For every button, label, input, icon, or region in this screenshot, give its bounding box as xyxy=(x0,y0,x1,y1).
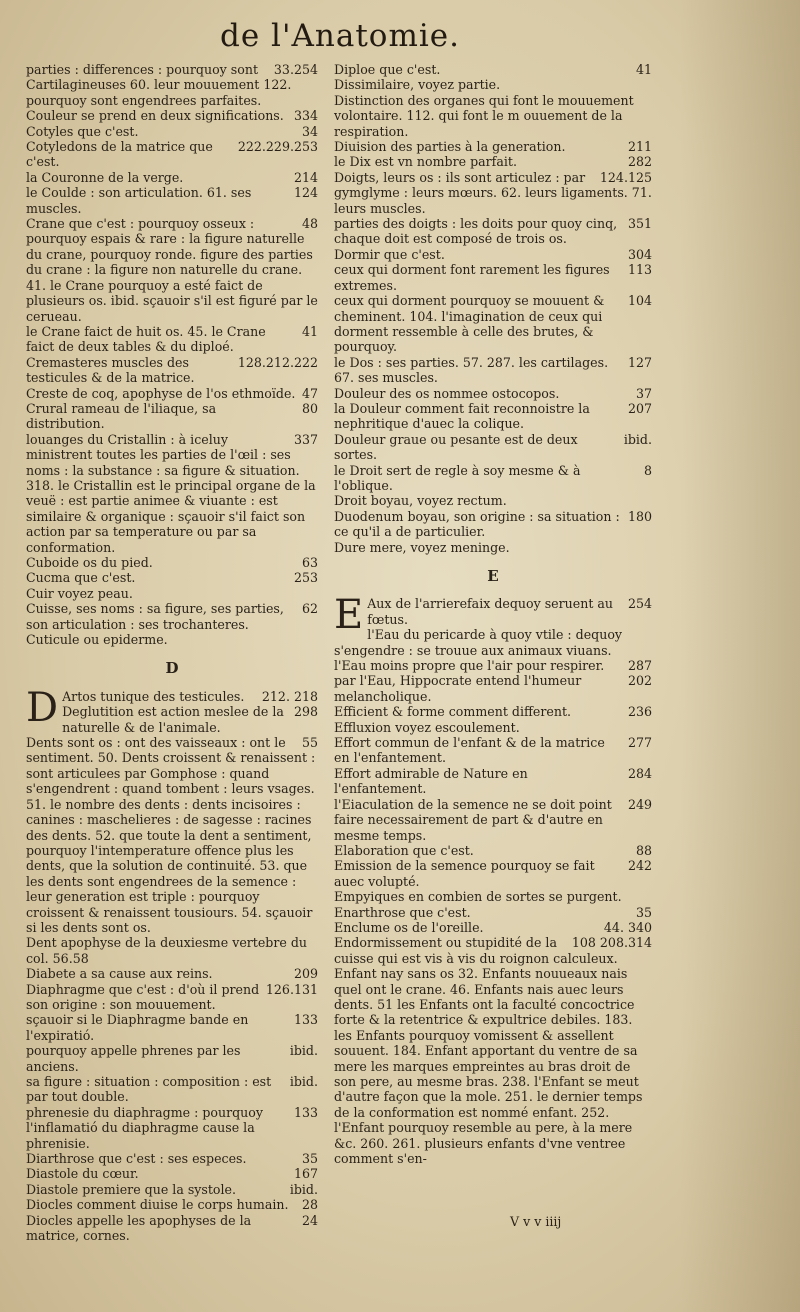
entry-page-ref: 212. 218 xyxy=(261,688,318,704)
entry-text: Empyiques en combien de sortes se purgent. xyxy=(334,889,622,905)
entry-text: Efficient & forme comment different. xyxy=(334,704,572,720)
entry-text: Enclume os de l'oreille. xyxy=(334,919,484,935)
entries-e xyxy=(334,592,652,1167)
entry-text: Doigts, leurs os : ils sont articulez : par gymglyme : leurs mœurs. 62. leurs ligaments. 71. leurs muscles. xyxy=(334,169,652,216)
entry-text: Diuision des parties à la generation. xyxy=(334,139,566,155)
entry-page-ref: 214 xyxy=(293,169,318,185)
index-entry xyxy=(334,858,652,889)
entry-text: parties : differences : pourquoy sont Cartilagineuses 60. leur mouuement 122. pourquoy sont engendrees parfaites. xyxy=(26,62,292,108)
index-entry xyxy=(26,966,318,981)
index-entry xyxy=(26,1012,318,1043)
entry-text: Crane que c'est : pourquoy osseux : pourquoy espais & rare : la figure naturelle du crane, pourquoy ronde. figure des parties du crane : la figure non naturelle du crane. 41. le Crane pourquoy a esté faict de plusieurs os. ibid. sçauoir s'il est figuré par le cerueau. xyxy=(26,216,318,324)
entry-text: ceux qui dorment font rarement les figures extremes. xyxy=(334,262,610,293)
entry-text: Cuisse, ses noms : sa figure, ses parties, son articulation : ses trochanteres. xyxy=(26,601,284,632)
index-entry xyxy=(334,673,652,704)
entry-text: le Droit sert de regle à soy mesme & à l'oblique. xyxy=(334,462,581,493)
entry-text: Dormir que c'est. xyxy=(334,246,445,262)
index-entry xyxy=(334,401,652,432)
entry-page-ref: 334 xyxy=(293,108,318,124)
entry-text: Diabete a sa cause aux reins. xyxy=(26,966,213,982)
index-entry xyxy=(334,170,652,216)
entry-text: pourquoy appelle phrenes par les anciens. xyxy=(26,1043,241,1074)
index-entry xyxy=(26,139,318,170)
index-entry xyxy=(334,658,652,673)
entry-page-ref: 128.212.222 xyxy=(237,354,318,370)
entry-text: Diaphragme que c'est : d'où il prend son origine : son mouuement. xyxy=(26,981,260,1012)
entry-text: Effort commun de l'enfant & de la matrice en l'enfantement. xyxy=(334,735,605,766)
entry-page-ref: 41 xyxy=(635,62,652,77)
entry-text: Douleur des os nommee ostocopos. xyxy=(334,385,560,401)
index-entry xyxy=(26,170,318,185)
entry-page-ref: 35 xyxy=(301,1151,318,1167)
index-entry xyxy=(334,247,652,262)
index-entry xyxy=(26,704,318,735)
entry-page-ref: 113 xyxy=(627,262,652,278)
index-entry xyxy=(26,935,318,966)
index-entry xyxy=(26,1105,318,1151)
index-entry xyxy=(26,1166,318,1181)
entry-page-ref: 253 xyxy=(293,570,318,586)
entry-page-ref: 33.254 xyxy=(273,62,318,77)
index-entry xyxy=(26,185,318,216)
index-entry xyxy=(334,920,652,935)
entry-text: parties des doigts : les doits pour quoy cinq, chaque doit est composé de trois os. xyxy=(334,216,618,247)
entry-page-ref: 62 xyxy=(301,601,318,617)
entry-text: Cuboide os du pied. xyxy=(26,555,153,570)
index-entry xyxy=(334,139,652,154)
entry-page-ref: 108 208.314 xyxy=(571,935,652,951)
index-entry xyxy=(334,627,652,658)
entry-text: Effort admirable de Nature en l'enfantement. xyxy=(334,765,528,797)
entry-page-ref: 47 xyxy=(301,385,318,401)
entry-text: Enarthrose que c'est. xyxy=(334,904,471,920)
entry-text: Cremasteres muscles des testicules & de la matrice. xyxy=(26,354,195,386)
index-entry xyxy=(26,401,318,432)
index-entry xyxy=(26,62,318,108)
entry-page-ref: 298 xyxy=(293,704,318,720)
entry-text: Distinction des organes qui font le mouuement volontaire. 112. qui font le m ouuement de la respiration. xyxy=(334,92,634,139)
entry-text: Elaboration que c'est. xyxy=(334,842,474,858)
entry-page-ref: 41 xyxy=(301,323,318,339)
entry-text: Dents sont os : ont des vaisseaux : ont le sentiment. 50. Dents croissent & renaissent : sont articulees par Gomphose : quand s'engendrent : quand tombent : leurs vsages. 51. le nombre des dents : dents incisoires : canines : maschelieres : de sagesse : racines des dents. 52. que toute la dent a sentiment, pourquoy l'intemperature offence plus les dents, que la solution de continuité. 53. que les dents sont engendrees de la semence : leur generation est triple : pourquoy croissent & renaissent tousiours. 54. sçauoir si les dents sont os. xyxy=(26,735,316,935)
entry-text: Cotyles que c'est. xyxy=(26,123,139,139)
left-column xyxy=(26,62,318,1243)
index-entry xyxy=(26,555,318,570)
entry-page-ref: 88 xyxy=(635,842,652,858)
index-entry xyxy=(26,1213,318,1244)
index-entry xyxy=(26,1182,318,1197)
entry-text: louanges du Cristallin : à iceluy ministrent toutes les parties de l'œil : ses noms : la substance : sa figure & situation. 318. le Cristallin est le principal organe de la veuë : est partie animee & viuante : est similaire & organique : sçauoir s'il faict son action par sa temperature ou par sa conformation. xyxy=(26,431,316,555)
entry-text: Diastole du cœur. xyxy=(26,1166,139,1182)
entry-text: Diocles comment diuise le corps humain. xyxy=(26,1197,289,1213)
entry-text: Dure mere, voyez meninge. xyxy=(334,539,510,555)
entry-page-ref: 126.131 xyxy=(265,981,318,997)
entry-page-ref: 24 xyxy=(301,1212,318,1228)
index-entry xyxy=(334,720,652,735)
index-entry xyxy=(334,262,652,293)
index-entry xyxy=(334,432,652,463)
entry-page-ref: 63 xyxy=(301,555,318,570)
index-entry xyxy=(334,154,652,169)
index-entry xyxy=(334,735,652,766)
entry-page-ref: 287 xyxy=(627,658,652,674)
entry-page-ref: 80 xyxy=(301,400,318,416)
entry-page-ref: 55 xyxy=(301,735,318,751)
entry-text: sa figure : situation : composition : est par tout double. xyxy=(26,1074,272,1105)
entry-text: le Dix est vn nombre parfait. xyxy=(334,154,517,170)
index-entry xyxy=(334,935,652,966)
index-entry xyxy=(26,586,318,601)
index-entry xyxy=(334,592,652,639)
index-entry xyxy=(26,124,318,139)
index-entry xyxy=(334,540,652,555)
entry-text: par l'Eau, Hippocrate entend l'humeur melancholique. xyxy=(334,673,582,704)
index-entry xyxy=(26,432,318,555)
entry-page-ref: ibid. xyxy=(289,1074,318,1089)
entries-c xyxy=(26,62,318,647)
entry-text: l'Eau moins propre que l'air pour respirer. xyxy=(334,658,605,674)
entry-text: Diploe que c'est. xyxy=(334,62,441,77)
entry-text: le Dos : ses parties. 57. 287. les cartilages. 67. ses muscles. xyxy=(334,354,609,386)
index-entry xyxy=(334,93,652,139)
index-entry xyxy=(334,509,652,540)
entry-page-ref: 209 xyxy=(293,966,318,982)
entry-page-ref: 124 xyxy=(293,185,318,201)
entry-page-ref: 8 xyxy=(643,462,652,478)
entry-text: Cotyledons de la matrice que c'est. xyxy=(26,139,213,170)
entry-text: Dissimilaire, voyez partie. xyxy=(334,77,501,93)
index-entry xyxy=(26,632,318,647)
page-edge-shadow xyxy=(680,0,800,1312)
entry-page-ref: ibid. xyxy=(289,1043,318,1059)
drop-cap: E xyxy=(334,592,364,639)
entries-d xyxy=(26,684,318,1244)
entry-page-ref: 337 xyxy=(293,431,318,447)
index-entry xyxy=(334,843,652,858)
entry-text: Douleur graue ou pesante est de deux sortes. xyxy=(334,431,578,463)
index-entry xyxy=(26,735,318,935)
index-entry xyxy=(26,1197,318,1212)
entry-text: Cucma que c'est. xyxy=(26,570,136,586)
index-entry xyxy=(26,601,318,632)
entry-page-ref: 133 xyxy=(293,1104,318,1120)
entry-text: Diocles appelle les apophyses de la matrice, cornes. xyxy=(26,1212,252,1244)
entry-text: Cuticule ou epiderme. xyxy=(26,632,168,648)
entry-text: l'Eiaculation de la semence ne se doit point faire necessairement de part & d'autre en mesme temps. xyxy=(334,796,612,843)
drop-cap: D xyxy=(26,684,59,731)
entry-page-ref: 37 xyxy=(635,385,652,401)
entry-page-ref: 133 xyxy=(293,1012,318,1028)
entry-page-ref: 202 xyxy=(627,673,652,689)
index-entry xyxy=(334,966,652,1166)
entry-page-ref: 104 xyxy=(627,293,652,309)
index-entry xyxy=(334,766,652,797)
entry-page-ref: 127 xyxy=(627,354,652,370)
index-entry xyxy=(334,463,652,494)
entry-page-ref: 44. 340 xyxy=(603,919,652,935)
entry-page-ref: 35 xyxy=(635,904,652,920)
index-entry xyxy=(334,493,652,508)
entry-text: la Douleur comment fait reconnoistre la nephritique d'auec la colique. xyxy=(334,400,590,432)
index-entry xyxy=(334,704,652,719)
entry-text: Endormissement ou stupidité de la cuisse qui est vis à vis du roignon calculeux. xyxy=(334,935,618,966)
entry-page-ref: 207 xyxy=(627,400,652,416)
entry-page-ref: 242 xyxy=(627,858,652,874)
entry-page-ref: 351 xyxy=(627,216,652,232)
entry-page-ref: 254 xyxy=(627,596,652,612)
section-letter-e: E xyxy=(487,567,499,585)
index-entry xyxy=(334,905,652,920)
entry-text: ceux qui dorment pourquoy se mouuent & cheminent. 104. l'imagination de ceux qui dorment ressemble à celle des brutes, & pourquoy. xyxy=(334,293,605,355)
entry-text: la Couronne de la verge. xyxy=(26,169,184,185)
entry-text: Artos tunique des testicules. xyxy=(62,688,245,704)
entry-text: Emission de la semence pourquoy se fait auec volupté. xyxy=(334,858,595,889)
entry-page-ref: ibid. xyxy=(289,1181,318,1197)
index-entry xyxy=(26,355,318,386)
entry-text: Aux de l'arrierefaix dequoy seruent au fœtus. xyxy=(367,596,614,627)
index-entry xyxy=(26,1043,318,1074)
index-entry xyxy=(26,982,318,1013)
index-entry xyxy=(334,889,652,904)
index-entry xyxy=(334,386,652,401)
entry-text: Enfant nay sans os 32. Enfants nouueaux nais quel ont le crane. 46. Enfants nais auec leurs dents. 51 les Enfants ont la faculté concoctrice forte & la retentrice & expultrice debiles. 183. les Enfants pourquoy vomissent & assellent souuent. 184. Enfant apportant du ventre de sa mere les marques empreintes au bras droit de son pere, au mesme bras. 238. l'Enfant se meut d'autre façon que la mole. 251. le dernier temps de la conformation est nommé enfant. 252. l'Enfant pourquoy resemble au pere, à la mere &c. 260. 261. plusieurs enfants d'vne ventree comment s'en- xyxy=(334,966,643,1167)
entry-text: le Coulde : son articulation. 61. ses muscles. xyxy=(26,185,252,216)
entry-text: Effluxion voyez escoulement. xyxy=(334,719,520,735)
entry-page-ref: 222.229.253 xyxy=(237,139,318,155)
entry-text: Diarthrose que c'est : ses especes. xyxy=(26,1151,247,1167)
signature-mark: V v v iiij xyxy=(510,1214,562,1229)
entry-text: Couleur se prend en deux significations. xyxy=(26,108,284,124)
index-entry xyxy=(26,1151,318,1166)
entry-page-ref: 48 xyxy=(301,216,318,232)
running-head: de l'Anatomie. xyxy=(220,18,460,54)
entry-text: Duodenum boyau, son origine : sa situation : ce qu'il a de particulier. xyxy=(334,508,620,540)
entry-text: Droit boyau, voyez rectum. xyxy=(334,493,507,509)
entries-d-continued xyxy=(334,62,652,555)
entry-text: sçauoir si le Diaphragme bande en l'expiratió. xyxy=(26,1012,249,1043)
index-entry xyxy=(334,62,652,77)
entry-text: Diastole premiere que la systole. xyxy=(26,1181,236,1197)
entry-page-ref: 124.125 xyxy=(599,169,652,185)
entry-text: Dent apophyse de la deuxiesme vertebre du col. 56.58 xyxy=(26,935,308,966)
index-entry xyxy=(26,1074,318,1105)
index-entry xyxy=(334,355,652,386)
entry-page-ref: 277 xyxy=(627,735,652,751)
entry-text: le Crane faict de huit os. 45. le Crane faict de deux tables & du diploé. xyxy=(26,323,266,355)
entry-text: Deglutition est action meslee de la naturelle & de l'animale. xyxy=(62,704,284,735)
entry-page-ref: ibid. xyxy=(623,431,652,447)
entry-page-ref: 167 xyxy=(293,1166,318,1182)
right-column xyxy=(334,62,652,1166)
index-entry xyxy=(26,216,318,324)
entry-page-ref: 284 xyxy=(627,765,652,781)
entry-text: l'Eau du pericarde à quoy vtile : dequoy s'engendre : se trouue aux animaux viuans. xyxy=(334,627,623,658)
entry-page-ref: 180 xyxy=(627,508,652,524)
section-letter-d: D xyxy=(165,659,179,678)
entry-text: Cuir voyez peau. xyxy=(26,585,133,601)
index-entry xyxy=(26,386,318,401)
index-entry xyxy=(334,797,652,843)
entry-page-ref: 236 xyxy=(627,704,652,720)
entry-page-ref: 249 xyxy=(627,796,652,812)
entry-page-ref: 34 xyxy=(301,123,318,139)
entry-page-ref: 211 xyxy=(627,139,652,155)
index-entry xyxy=(334,293,652,355)
index-entry xyxy=(334,216,652,247)
entry-page-ref: 28 xyxy=(301,1197,318,1213)
entry-page-ref: 282 xyxy=(627,154,652,170)
entry-page-ref: 304 xyxy=(627,246,652,262)
index-entry xyxy=(334,77,652,92)
index-entry xyxy=(26,108,318,123)
entry-text: phrenesie du diaphragme : pourquoy l'inflamatió du diaphragme cause la phrenisie. xyxy=(26,1104,263,1151)
index-entry xyxy=(26,324,318,355)
entry-text: Creste de coq, apophyse de l'os ethmoïde. xyxy=(26,385,296,401)
index-entry xyxy=(26,570,318,585)
entry-text: Crural rameau de l'iliaque, sa distribution. xyxy=(26,400,217,432)
